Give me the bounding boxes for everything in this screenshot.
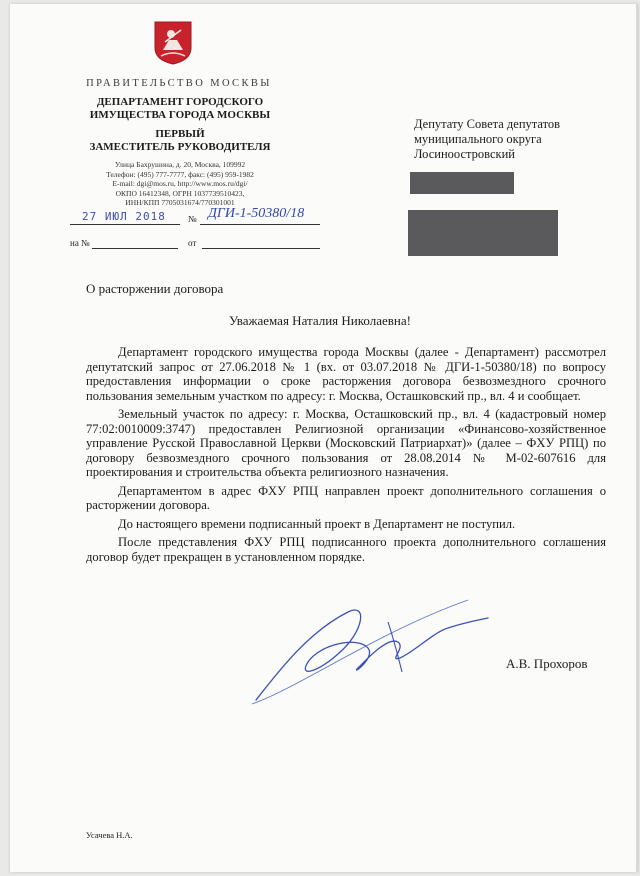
body-paragraph: После представления ФХУ РПЦ подписанного проекта дополнительного соглашения договор будет прекращен в установленном порядке. bbox=[86, 535, 606, 564]
letter-greeting: Уважаемая Наталия Николаевна! bbox=[229, 313, 411, 328]
department-line-2: ИМУЩЕСТВА ГОРОДА МОСКВЫ bbox=[89, 109, 271, 121]
letter-subject: О расторжении договора bbox=[86, 281, 224, 296]
contact-phone: Телефон: (495) 777-7777, факс: (495) 959-1982 bbox=[106, 169, 254, 179]
addressee-line-3: Лосиноостровский bbox=[414, 147, 515, 161]
letter-page bbox=[10, 4, 638, 872]
contact-okpo: ОКПО 16412348, ОГРН 1037739510423, bbox=[115, 188, 245, 198]
department-contacts bbox=[82, 160, 278, 208]
executor-name: Усачева Н.А. bbox=[86, 830, 133, 840]
contact-email: E-mail: dgi@mos.ru, http://www.mos.ru/dgi/ bbox=[112, 179, 248, 188]
contact-inn: ИНН/КПП 7705031674/770301001 bbox=[125, 198, 235, 207]
ref-date-underline bbox=[202, 236, 320, 249]
reference-line bbox=[70, 236, 330, 252]
reg-on-label: на № bbox=[70, 238, 90, 248]
registration-date-stamp: 27 ИЮЛ 2018 bbox=[82, 210, 166, 223]
body-paragraph: До настоящего времени подписанный проект в Департамент не поступил. bbox=[118, 516, 516, 531]
contact-address: Улица Бахрушина, д. 20, Москва, 109992 bbox=[114, 160, 246, 169]
department-line-1: ДЕПАРТАМЕНТ ГОРОДСКОГО bbox=[96, 96, 264, 108]
registration-line bbox=[70, 206, 330, 228]
body-paragraph: Департаментом в адрес ФХУ РПЦ направлен проект дополнительного соглашения о расторжении договора. bbox=[86, 483, 606, 512]
sender-position bbox=[82, 128, 278, 154]
position-line-2: ЗАМЕСТИТЕЛЬ РУКОВОДИТЕЛЯ bbox=[89, 141, 271, 153]
redacted-name bbox=[410, 172, 514, 194]
body-paragraph: Департамент городского имущества города Москвы (далее - Департамент) рассмотрел депутатский запрос от 27.06.2018 № 1 (вх. от 03.07.2018 № ДГИ-1-50380/18) по вопросу предоставления информации о сроке расторжения договора безвозмездного срочного пользования земельным участком по адресу: г. Москва, Осташковский пр., вл. 4 и сообщает. bbox=[86, 345, 606, 403]
signer-name: А.В. Прохоров bbox=[506, 656, 588, 671]
addressee-block bbox=[414, 117, 614, 162]
reg-no-label: № bbox=[188, 214, 197, 224]
ref-number-underline bbox=[92, 236, 178, 249]
reg-from-label: от bbox=[188, 238, 197, 248]
letter-body bbox=[86, 345, 606, 564]
handwritten-signature bbox=[238, 592, 502, 712]
government-title: ПРАВИТЕЛЬСТВО МОСКВЫ bbox=[86, 78, 272, 89]
addressee-line-1: Депутату Совета депутатов bbox=[414, 117, 561, 131]
registration-number-stamp: ДГИ-1-50380/18 bbox=[208, 206, 305, 221]
redacted-address bbox=[408, 210, 558, 256]
body-paragraph: Земельный участок по адресу: г. Москва, Осташковский пр., вл. 4 (кадастровый номер 77:02:0010009:3747) предоставлен Религиозной организации «Финансово-хозяйственное управление Русской Православной Церкви (Московский Патриархат)» (далее – ФХУ РПЦ) по договору безвозмездного срочного пользования от 28.08.2014 № М-02-607616 для проектирования и строительства объекта религиозного назначения. bbox=[86, 407, 606, 479]
addressee-line-2: муниципального округа bbox=[414, 132, 542, 146]
department-name bbox=[82, 96, 278, 122]
moscow-coat-of-arms-icon bbox=[153, 20, 193, 66]
position-line-1: ПЕРВЫЙ bbox=[155, 128, 205, 140]
